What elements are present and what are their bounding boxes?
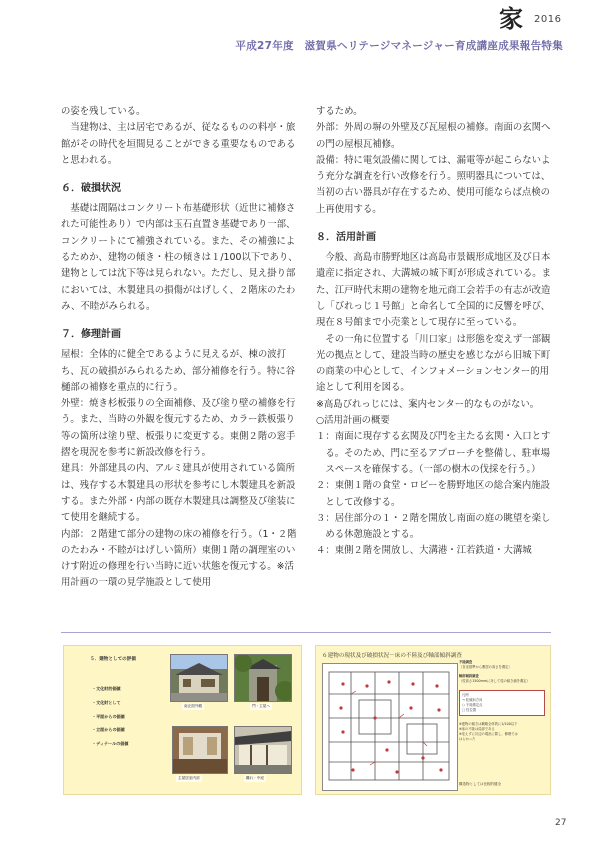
slide-footnote: 構造物としては比較的健全	[459, 782, 501, 786]
paragraph: 屋根：全体的に健全であるように見えるが、棟の波打ち、瓦の破損がみられるため、部分補修を行う。特に谷樋部の補修を重点的に行う。	[61, 349, 296, 393]
paragraph: ※高島びれっじには、案内センター的なものがない。	[316, 398, 540, 410]
legend-heading: 軸部傾斜調査	[459, 674, 479, 678]
photo-caption: 門・主屋へ	[252, 704, 270, 708]
list-item: ・平面からの価値	[92, 713, 125, 719]
floor-plan-diagram	[322, 663, 458, 791]
divider	[61, 632, 551, 633]
heading-utilization-plan: ８．活用計画	[316, 232, 376, 244]
slide-title: ６建物の現状及び破損状況－床の不陸及び軸部傾斜調査	[322, 653, 462, 659]
paragraph: 当建物は、主は居宅であるが、従なるものの料亭・旅館がその時代を垣間見ることができる重要なものであると思われる。	[61, 122, 296, 166]
paragraph: 今般、高島市勝野地区は高島市景観形成地区及び日本遺産に指定され、大溝城の城下町が形成されている。また、江戸時代末期の建物を地元商工会若手の有志が改造し「びれっじ１号館」と命名して全国的に反響を呼び、現在８号館まで小売業として現存に至っている。	[316, 252, 551, 329]
photo-courtyard	[234, 726, 292, 774]
slide-damage-survey	[315, 645, 551, 795]
slide-title: ５．建物としての評価	[90, 657, 136, 662]
paragraph: 外壁：焼き杉板張りの全面補修、及び塗り壁の補修を行う。また、当時の外観を復元するため、カラー鉄板張り等の箇所は塗り壁、板張りに変更する。東側２階の窓手摺を現況を参考に新設改修を行う。	[61, 398, 296, 459]
legend-text: （各室基準から敷居の高さを測定）	[459, 665, 512, 669]
legend-heading: 不陸調査	[459, 660, 473, 664]
list-item: ・立面からの価値	[92, 727, 125, 733]
legend-entry: ○ 不陸測定点	[462, 703, 483, 707]
photo-gate	[234, 654, 292, 702]
paragraph: するため。	[316, 106, 363, 117]
list-item: ２：東側１階の食堂・ロビーを勝野地区の総合案内施設として改修する。	[316, 480, 551, 508]
heading-repair-plan: ７．修理計画	[61, 329, 121, 341]
legend-entry: 凡例	[462, 693, 469, 697]
survey-legend	[459, 660, 545, 742]
page-number: 27	[555, 818, 567, 828]
legend-entry: → 柱傾斜方向	[462, 698, 483, 702]
list-item: ・文化財として	[92, 699, 121, 705]
paragraph: 基礎は間隔はコンクリート布基礎形状（近世に補修された可能性あり）で内部は玉石直置き基礎であり一部、コンクリートにて補強されている。また、その補強によるためか、建物の傾き・柱の傾きは１/100以下であり、建物としては沈下等は見られない。ただし、見え掛り部においては、木製建具の損傷がはげしく、２階床のたわみ、不睦がみられる。	[61, 203, 298, 312]
note-line: ※建物の傾きは概略全体的に1/100以下	[459, 722, 518, 726]
photo-caption: 離れ・中庭	[246, 776, 264, 780]
photo-interior	[172, 726, 228, 774]
slide-building-evaluation	[63, 645, 302, 795]
list-item: ３：居住部分の１・２階を開放し南面の庭の眺望を楽しめる休憩施設とする。	[316, 512, 551, 541]
right-text-column	[316, 104, 554, 560]
svg-text:家: 家	[499, 4, 523, 32]
legend-box	[459, 690, 545, 716]
heading-damage: ６．破損状況	[61, 183, 121, 195]
paragraph: その一角に位置する「川口家」は形態を変えず一部観光の拠点として、建設当時の歴史を感じながら旧城下町の商業の中心として、インフォメーションセンター的用途として利用を図る。	[316, 333, 551, 394]
legend-text: （柱高さ1500mmに対して柱の傾き値を測定）	[459, 679, 530, 683]
paragraph: の姿を残している。	[61, 106, 146, 117]
paragraph: ○活用計画の概要	[316, 415, 390, 427]
list-item: １：南面に現存する玄関及び門を主たる玄関・入口とする。そのため、門に至るアプローチを整備し、駐車場スペースを確保する。（一部の樹木の伐採を行う。）	[316, 431, 551, 475]
logo-mark	[498, 4, 526, 32]
legend-entry: □ 柱位置	[462, 708, 477, 712]
photo-caption: 主屋居室内部	[178, 776, 200, 780]
note-line: ※床の不陸は局部である	[459, 727, 495, 731]
list-item: ・文化財的価値	[92, 686, 121, 691]
survey-notes	[459, 722, 545, 742]
year-label: 2016	[534, 14, 562, 25]
paragraph: 建具：外部建具の内、アルミ建具が使用されている箇所は、残存する木製建具の形状を参考にし木製建具を新設する。また外部・内部の既存木製建具は調整及び塗装にて使用を継続する。	[61, 463, 296, 524]
paragraph: 外部：外周の塀の外壁及び瓦屋根の補修。南面の玄関への門の屋根瓦補修。	[316, 122, 551, 150]
section-title: 平成27年度 滋賀県ヘリテージマネージャー育成講座成果報告特集	[235, 40, 563, 52]
photo-south-facade	[170, 654, 228, 702]
left-text-column	[61, 104, 299, 592]
paragraph: 内部：２階建て部分の建物の床の補修を行う。（1・２階のたわみ・不睦がはげしい箇所）東側１階の調理室のいけす附近の修理を行い当時に近い状態を復元する。※活用計画の一環の見学施設として使用	[61, 528, 297, 589]
evaluation-list	[92, 682, 128, 751]
note-line: ※変えずに川辺の現況に際し、修理では	[459, 732, 518, 736]
list-item: ・ディテールの価値	[92, 741, 129, 747]
photo-caption: 南正面外観	[184, 704, 202, 708]
list-item: ４：東側２階を開放し、大溝港・江若鉄道・大溝城	[316, 545, 532, 557]
note-line: はらかった	[459, 737, 476, 741]
paragraph: 設備：特に電気設備に関しては、漏電等が起こらないよう充分な調査を行い改修を行う。照明器具については、当初の古い器具が存在するため、使用可能ならば点検の上再使用する。	[316, 154, 551, 215]
